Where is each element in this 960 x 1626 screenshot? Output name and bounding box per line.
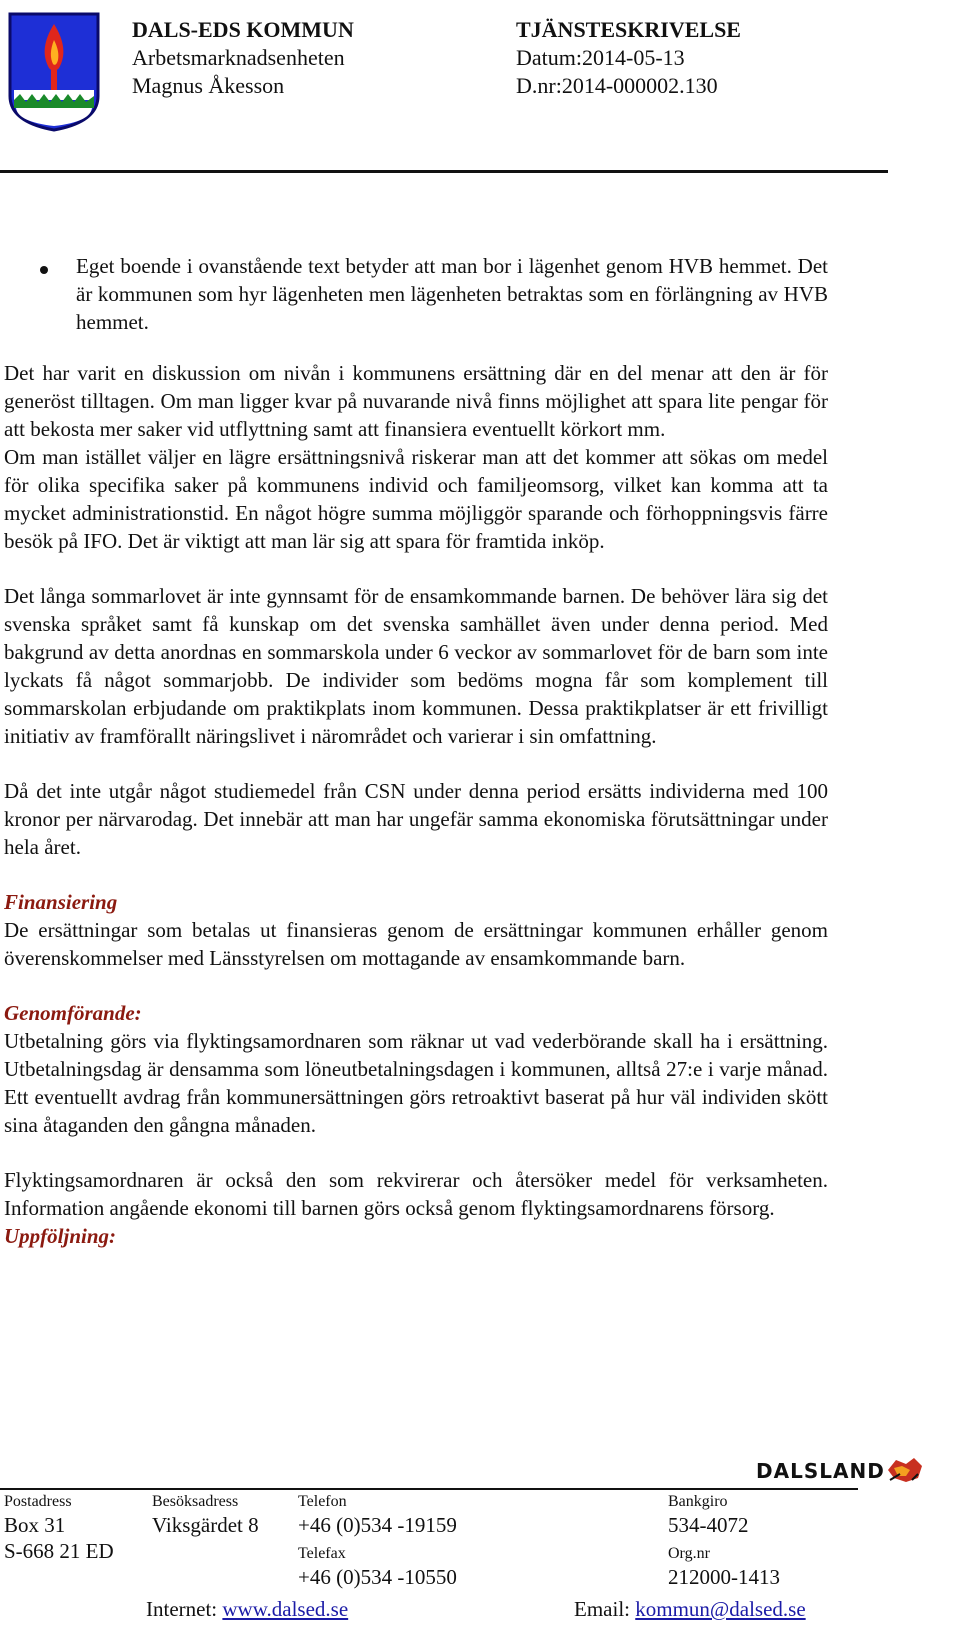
paragraph-flyktingsamordnaren: Flyktingsamordnaren är också den som rekvirerar och återsöker medel för verksamheten. Information angående ekonomi till barnen görs också genom flyktingsamordnarens försorg. [4, 1168, 828, 1220]
footer-postadress [4, 1492, 114, 1564]
coat-of-arms-logo [6, 10, 102, 134]
website-link[interactable]: www.dalsed.se [222, 1597, 349, 1621]
postadress-line1: Box 31 [4, 1513, 66, 1537]
besoksadress-label: Besöksadress [152, 1493, 239, 1510]
postadress-line2: S-668 21 ED [4, 1539, 114, 1563]
footer-bank [668, 1492, 780, 1590]
paragraph-sommarlov: Det långa sommarlovet är inte gynnsamt för de ensamkommande barnen. De behöver lära sig det svenska språket samt få kunskap om det svenska samhället även under denna period. Med bakgrund av detta anordnas en sommarskola under 6 veckor av sommarlovet för de barn som inte lyckats få något sommarjobb. De individer som bedöms mogna får som komplement till sommarskolan erbjudande om praktikplats inom kommunen. Dessa praktikplatser är ett frivilligt initiativ av framförallt näringslivet i närområdet och varierar i sin omfattning. [4, 584, 828, 748]
bullet-text: Eget boende i ovanstående text betyder att man bor i lägenhet genom HVB hemmet. Det är kommunen som hyr lägenheten men lägenheten betraktas som en förlängning av HVB hemmet. [76, 254, 828, 334]
footer-telefon [298, 1492, 457, 1590]
paragraph-studiemedel: Då det inte utgår något studiemedel från CSN under denna period ersätts individerna med 100 kronor per närvarodag. Det innebär att man har ungefär samma ekonomiska förutsättningar under hela året. [4, 779, 828, 859]
bankgiro-label: Bankgiro [668, 1493, 728, 1510]
bullet-icon [40, 266, 48, 274]
postadress-label: Postadress [4, 1493, 72, 1510]
doc-number: D.nr:2014-000002.130 [516, 73, 718, 98]
header-rule [0, 170, 888, 173]
doc-date: Datum:2014-05-13 [516, 45, 685, 70]
author-name: Magnus Åkesson [132, 73, 285, 98]
telefax-label: Telefax [298, 1545, 346, 1562]
orgnr-label: Org.nr [668, 1545, 710, 1562]
paragraph-genomforande: Utbetalning görs via flyktingsamordnaren som räknar ut vad vederbörande skall ha i ersättning. Utbetalningsdag är densamma som löneutbetalningsdagen i kommunen, alltså 27:e i varje månad. Ett eventuellt avdrag från kommunersättningen görs retroaktivt baserat på hur väl individen skött sina åtaganden den gångna månaden. [4, 1029, 828, 1137]
paragraph-ersattning: Det har varit en diskussion om nivån i kommunens ersättning där en del menar att den är för generöst tilltagen. Om man ligger kvar på nuvarande nivå finns möjlighet att spara lite pengar för att bekosta mer saker vid utflyttning samt att finansiera eventuellt körkort mm. [4, 361, 828, 441]
telefon-value: +46 (0)534 -19159 [298, 1513, 457, 1537]
besoksadress-value: Viksgärdet 8 [152, 1513, 259, 1537]
paragraph-finansiering: De ersättningar som betalas ut finansieras genom de ersättningar kommunen erhåller genom överenskommelser med Länsstyrelsen om mottagande av ensamkommande barn. [4, 918, 828, 970]
unit-name: Arbetsmarknadsenheten [132, 45, 345, 70]
footer-rule [0, 1488, 858, 1490]
orgnr-value: 212000-1413 [668, 1565, 780, 1589]
dalsland-logo [756, 1454, 928, 1484]
bankgiro-value: 534-4072 [668, 1513, 749, 1537]
heading-genomforande: Genomförande: [4, 1001, 142, 1025]
heading-finansiering: Finansiering [4, 890, 118, 914]
email-link[interactable]: kommun@dalsed.se [635, 1597, 806, 1621]
telefon-label: Telefon [298, 1493, 347, 1510]
header-left [132, 16, 354, 100]
header-right [516, 16, 741, 100]
footer-internet [146, 1596, 348, 1622]
org-name: DALS-EDS KOMMUN [132, 17, 354, 42]
footer-email [574, 1596, 806, 1622]
heading-uppfoljning: Uppföljning: [4, 1224, 117, 1248]
telefax-value: +46 (0)534 -10550 [298, 1565, 457, 1589]
internet-label: Internet: [146, 1597, 218, 1621]
doc-type: TJÄNSTESKRIVELSE [516, 17, 741, 42]
paragraph-lagre-niva: Om man istället väljer en lägre ersättningsnivå riskerar man att det kommer att sökas om medel för olika specifika saker på kommunens individ och familjeomsorg, vilket kan komma att ta mycket administrationstid. En något högre summa möjliggör sparande och förhoppningsvis färre besök på IFO. Det är viktigt att man lär sig att spara för framtida inköp. [4, 445, 828, 553]
dalsland-logo-text: DALSLAND [756, 1459, 885, 1483]
footer-besoksadress [152, 1492, 259, 1538]
document-body [4, 359, 828, 1250]
email-label: Email: [574, 1597, 630, 1621]
